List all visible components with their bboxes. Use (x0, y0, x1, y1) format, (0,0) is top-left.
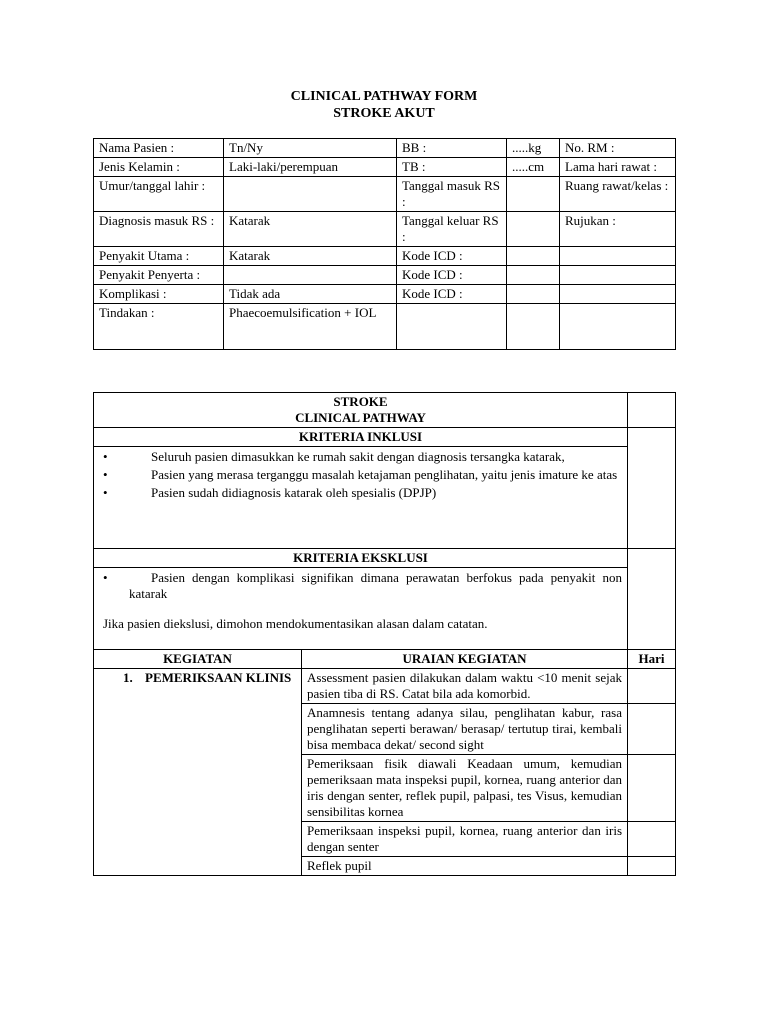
field-value[interactable] (507, 177, 560, 212)
table-row (94, 393, 676, 428)
list-item: • Pasien dengan komplikasi signifikan dimana perawatan berfokus pada penyakit non katarak (99, 570, 622, 602)
field-label: Tanggal keluar RS : (397, 212, 507, 247)
field-value[interactable]: Tn/Ny (224, 139, 397, 158)
activity-description: Assessment pasien dilakukan dalam waktu <10 menit sejak pasien tiba di RS. Catat bila ada komorbid. (302, 669, 628, 704)
clinical-pathway-table (93, 392, 676, 876)
table-row (94, 212, 676, 247)
field-label: No. RM : (560, 139, 676, 158)
list-item: • Pasien yang merasa terganggu masalah ketajaman penglihatan, yaitu jenis imature ke atas (99, 467, 622, 483)
field-label: Penyakit Penyerta : (94, 266, 224, 285)
table-row (94, 549, 676, 568)
field-label (560, 304, 676, 350)
field-label (560, 266, 676, 285)
inclusion-criteria (94, 447, 628, 549)
table-row (94, 447, 676, 549)
pathway-heading-line-2: CLINICAL PATHWAY (295, 410, 426, 425)
table-row (94, 285, 676, 304)
exclusion-note: Jika pasien diekslusi, dimohon mendokumentasikan alasan dalam catatan. (103, 616, 488, 631)
field-label: Tindakan : (94, 304, 224, 350)
field-label: Ruang rawat/kelas : (560, 177, 676, 212)
column-header-uraian: URAIAN KEGIATAN (302, 650, 628, 669)
field-label (560, 247, 676, 266)
title-line-2: STROKE AKUT (333, 106, 435, 121)
activity-description: Anamnesis tentang adanya silau, penglihatan kabur, rasa penglihatan seperti berawan/ berasap/ tertutup tirai, kembali bisa membaca dekat/ second sight (302, 704, 628, 755)
field-value[interactable] (507, 304, 560, 350)
list-item: • Pasien sudah didiagnosis katarak oleh spesialis (DPJP) (99, 485, 622, 501)
table-row (94, 669, 676, 704)
pathway-heading (94, 393, 628, 428)
day-cell[interactable] (628, 669, 676, 704)
table-row (94, 568, 676, 650)
field-label: Tanggal masuk RS : (397, 177, 507, 212)
field-label: Kode ICD : (397, 247, 507, 266)
field-value[interactable] (507, 212, 560, 247)
field-label: BB : (397, 139, 507, 158)
list-item: • Seluruh pasien dimasukkan ke rumah sakit dengan diagnosis tersangka katarak, (99, 449, 622, 465)
field-label: Penyakit Utama : (94, 247, 224, 266)
day-cell[interactable] (628, 755, 676, 822)
field-label (397, 304, 507, 350)
field-value[interactable]: Tidak ada (224, 285, 397, 304)
table-row (94, 158, 676, 177)
field-label: Umur/tanggal lahir : (94, 177, 224, 212)
field-label: Jenis Kelamin : (94, 158, 224, 177)
field-value[interactable]: .....cm (507, 158, 560, 177)
field-label: Komplikasi : (94, 285, 224, 304)
column-header-kegiatan: KEGIATAN (94, 650, 302, 669)
field-value[interactable] (224, 266, 397, 285)
field-label: Kode ICD : (397, 285, 507, 304)
field-label: TB : (397, 158, 507, 177)
section-pemeriksaan-klinis (94, 669, 302, 876)
patient-info-table (93, 138, 676, 350)
day-cell[interactable] (628, 704, 676, 755)
inclusion-header: KRITERIA INKLUSI (94, 428, 628, 447)
table-row (94, 177, 676, 212)
field-label: Lama hari rawat : (560, 158, 676, 177)
pathway-heading-line-1: STROKE (333, 394, 388, 409)
field-label: Rujukan : (560, 212, 676, 247)
day-cell[interactable] (628, 857, 676, 876)
document-title (0, 88, 768, 122)
field-label (560, 285, 676, 304)
table-row (94, 139, 676, 158)
table-row (94, 650, 676, 669)
field-value[interactable]: .....kg (507, 139, 560, 158)
day-cell[interactable] (628, 822, 676, 857)
day-cell[interactable] (628, 549, 676, 650)
activity-description: Pemeriksaan inspeksi pupil, kornea, ruang anterior dan iris dengan senter (302, 822, 628, 857)
day-cell[interactable] (628, 393, 676, 428)
field-label: Kode ICD : (397, 266, 507, 285)
field-value[interactable]: Katarak (224, 247, 397, 266)
field-value[interactable]: Katarak (224, 212, 397, 247)
field-value[interactable] (507, 285, 560, 304)
field-value[interactable] (507, 247, 560, 266)
exclusion-header: KRITERIA EKSKLUSI (94, 549, 628, 568)
activity-description: Pemeriksaan fisik diawali Keadaan umum, kemudian pemeriksaan mata inspeksi pupil, kornea, ruang anterior dan iris dengan senter, reflek pupil, palpasi, tes Visus, kemudian sensibilitas kornea (302, 755, 628, 822)
field-value[interactable] (224, 177, 397, 212)
table-row (94, 304, 676, 350)
activity-description: Reflek pupil (302, 857, 628, 876)
table-row (94, 247, 676, 266)
section-label: PEMERIKSAAN KLINIS (145, 670, 292, 685)
field-value[interactable] (507, 266, 560, 285)
field-value[interactable]: Laki-laki/perempuan (224, 158, 397, 177)
table-row (94, 266, 676, 285)
day-cell[interactable] (628, 428, 676, 549)
field-value[interactable]: Phaecoemulsification + IOL (224, 304, 397, 350)
section-number: 1. (123, 670, 133, 685)
column-header-hari: Hari (628, 650, 676, 669)
field-label: Diagnosis masuk RS : (94, 212, 224, 247)
field-label: Nama Pasien : (94, 139, 224, 158)
table-row (94, 428, 676, 447)
exclusion-criteria (94, 568, 628, 650)
title-line-1: CLINICAL PATHWAY FORM (290, 89, 478, 104)
